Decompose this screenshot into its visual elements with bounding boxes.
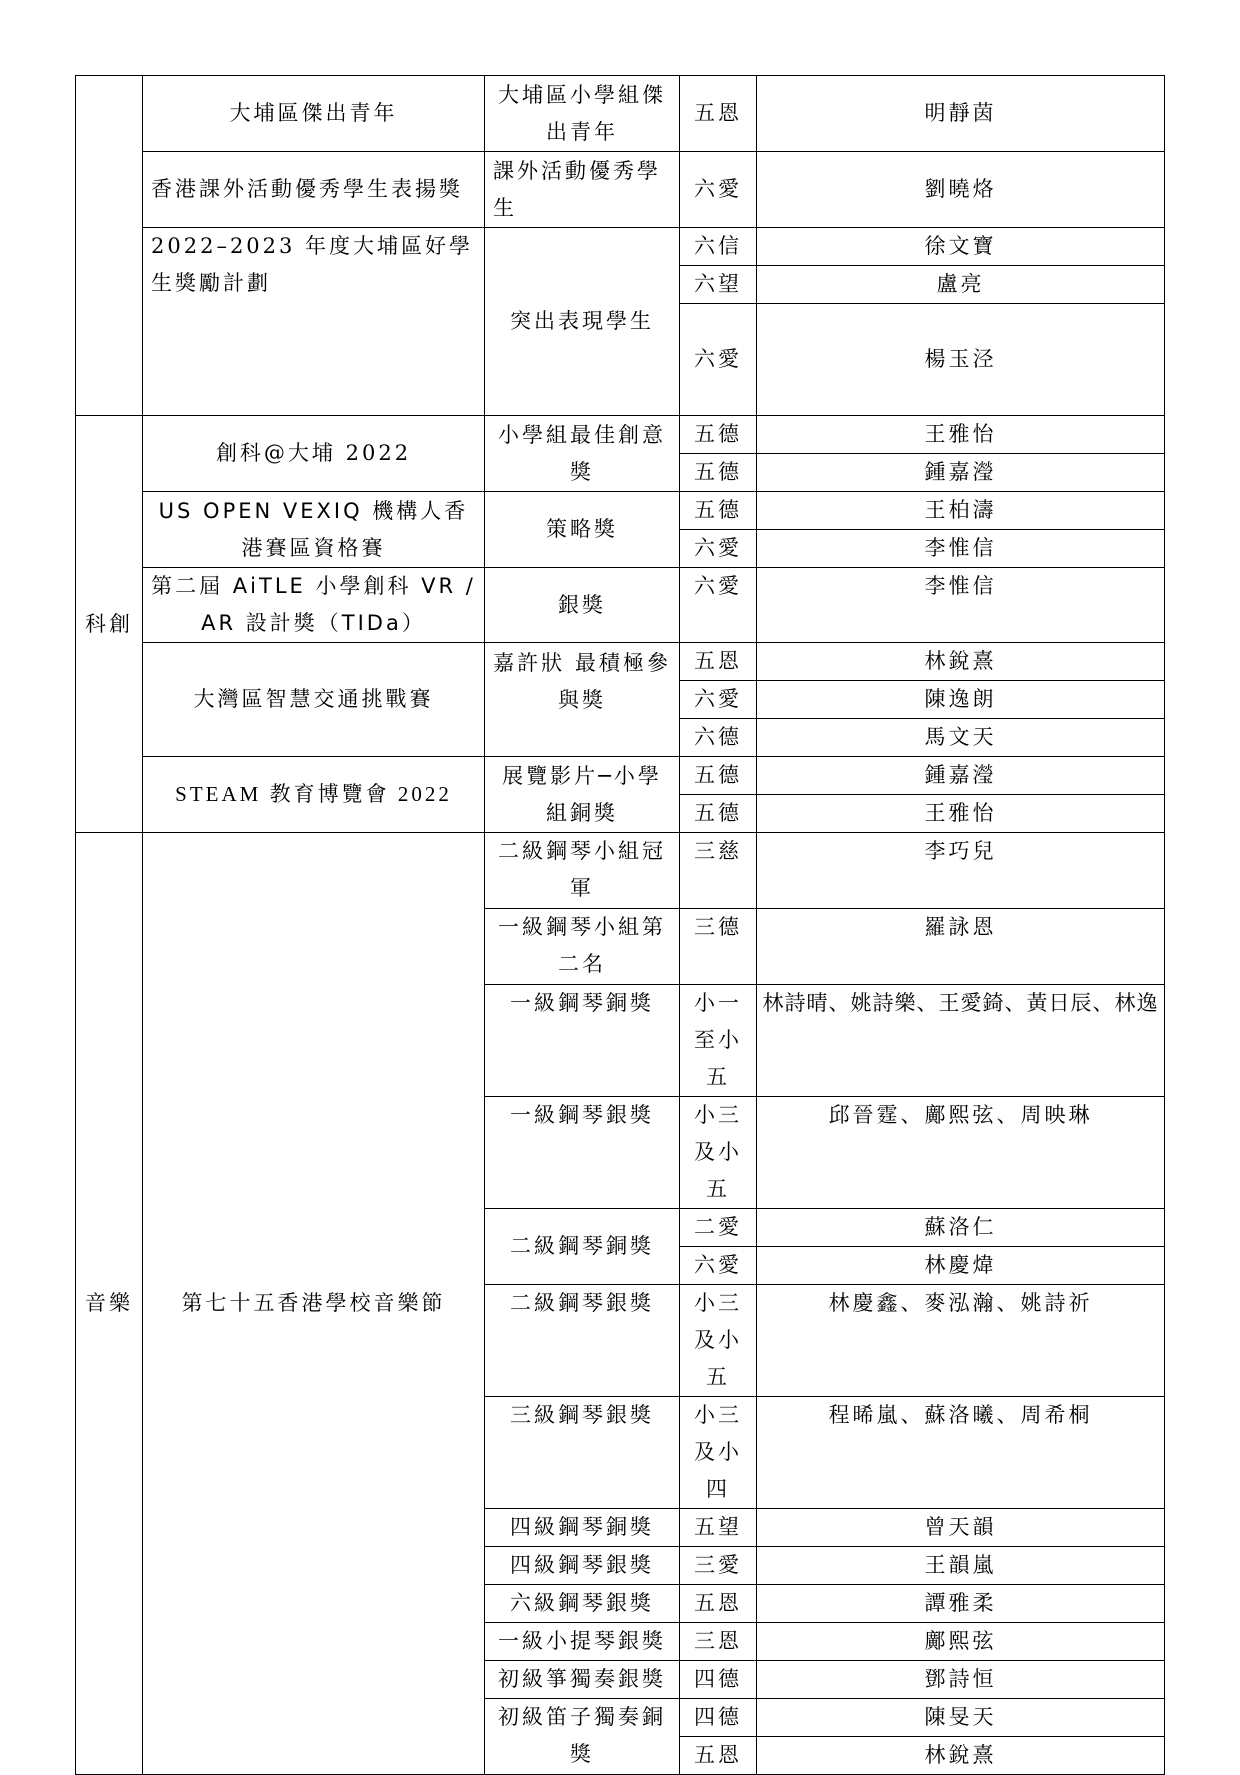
table-row — [76, 416, 1165, 454]
category-cell: 音樂 — [76, 833, 143, 1775]
names-cell: 程晞嵐、蘇洛曦、周希桐 — [757, 1397, 1165, 1509]
class-cell: 五恩 — [680, 1585, 757, 1623]
names-cell: 林銳熹 — [757, 1737, 1165, 1775]
class-cell: 五恩 — [680, 643, 757, 681]
award-cell: 六級鋼琴銀獎 — [485, 1585, 680, 1623]
class-cell: 小三及小五 — [680, 1285, 757, 1397]
award-cell: 初級笛子獨奏銅獎 — [485, 1699, 680, 1775]
table-row — [76, 492, 1165, 530]
class-cell: 三慈 — [680, 833, 757, 909]
award-cell: 一級小提琴銀獎 — [485, 1623, 680, 1661]
class-cell: 六愛 — [680, 530, 757, 568]
names-cell: 羅詠恩 — [757, 909, 1165, 985]
class-cell: 三愛 — [680, 1547, 757, 1585]
class-cell: 五恩 — [680, 1737, 757, 1775]
names-cell: 鄧詩恒 — [757, 1661, 1165, 1699]
table-row — [76, 152, 1165, 228]
award-cell: 三級鋼琴銀獎 — [485, 1397, 680, 1509]
names-cell: 李惟信 — [757, 568, 1165, 643]
class-cell: 六愛 — [680, 568, 757, 643]
class-cell: 六望 — [680, 266, 757, 304]
table-row — [76, 76, 1165, 152]
class-cell: 五德 — [680, 454, 757, 492]
class-cell: 三恩 — [680, 1623, 757, 1661]
event-cell: STEAM 教育博覽會 2022 — [143, 757, 485, 833]
award-cell: 二級鋼琴銀獎 — [485, 1285, 680, 1397]
award-cell: 一級鋼琴小組第二名 — [485, 909, 680, 985]
names-cell: 鍾嘉瀅 — [757, 757, 1165, 795]
class-cell: 六愛 — [680, 1247, 757, 1285]
class-cell: 六德 — [680, 719, 757, 757]
names-cell: 陳逸朗 — [757, 681, 1165, 719]
class-cell: 四德 — [680, 1661, 757, 1699]
award-cell: 一級鋼琴銅獎 — [485, 985, 680, 1097]
names-cell: 王雅怡 — [757, 795, 1165, 833]
event-cell: 第二屆 AiTLE 小學創科 VR / AR 設計獎（TIDa） — [143, 568, 485, 643]
award-cell: 展覽影片─小學組銅獎 — [485, 757, 680, 833]
award-cell: 策略獎 — [485, 492, 680, 568]
event-cell: 2022–2023 年度大埔區好學生獎勵計劃 — [143, 228, 485, 416]
class-cell: 五德 — [680, 416, 757, 454]
class-cell: 六愛 — [680, 681, 757, 719]
names-cell: 盧亮 — [757, 266, 1165, 304]
event-cell: 香港課外活動優秀學生表揚獎 — [143, 152, 485, 228]
award-cell: 初級箏獨奏銀獎 — [485, 1661, 680, 1699]
event-cell: 大灣區智慧交通挑戰賽 — [143, 643, 485, 757]
class-cell: 五恩 — [680, 76, 757, 152]
names-cell: 李惟信 — [757, 530, 1165, 568]
award-cell: 四級鋼琴銀獎 — [485, 1547, 680, 1585]
category-cell: 科創 — [76, 416, 143, 833]
award-cell: 嘉許狀 最積極參與獎 — [485, 643, 680, 757]
award-cell: 二級鋼琴銅獎 — [485, 1209, 680, 1285]
names-cell: 陳旻天 — [757, 1699, 1165, 1737]
names-cell: 王雅怡 — [757, 416, 1165, 454]
award-cell: 突出表現學生 — [485, 228, 680, 416]
names-cell: 林慶鑫、麥泓瀚、姚詩祈 — [757, 1285, 1165, 1397]
names-cell: 王韻嵐 — [757, 1547, 1165, 1585]
names-cell: 李巧兒 — [757, 833, 1165, 909]
names-cell: 徐文寶 — [757, 228, 1165, 266]
award-cell: 四級鋼琴銅獎 — [485, 1509, 680, 1547]
table-row — [76, 757, 1165, 795]
class-cell: 五德 — [680, 492, 757, 530]
table-row — [76, 643, 1165, 681]
names-cell: 馬文天 — [757, 719, 1165, 757]
names-cell: 譚雅柔 — [757, 1585, 1165, 1623]
event-cell: US OPEN VEXIQ 機構人香港賽區資格賽 — [143, 492, 485, 568]
award-cell: 銀獎 — [485, 568, 680, 643]
names-cell: 鄺熙弦 — [757, 1623, 1165, 1661]
names-cell: 楊玉泾 — [757, 304, 1165, 416]
event-cell: 大埔區傑出青年 — [143, 76, 485, 152]
class-cell: 五德 — [680, 795, 757, 833]
class-cell: 六愛 — [680, 152, 757, 228]
award-cell: 大埔區小學組傑出青年 — [485, 76, 680, 152]
class-cell: 小三及小五 — [680, 1097, 757, 1209]
award-cell: 課外活動優秀學生 — [485, 152, 680, 228]
class-cell: 六信 — [680, 228, 757, 266]
names-cell: 邱晉霆、鄺熙弦、周映琳 — [757, 1097, 1165, 1209]
names-cell: 明靜茵 — [757, 76, 1165, 152]
names-cell: 王柏濤 — [757, 492, 1165, 530]
class-cell: 小三及小四 — [680, 1397, 757, 1509]
award-cell: 小學組最佳創意獎 — [485, 416, 680, 492]
event-cell: 創科@大埔 2022 — [143, 416, 485, 492]
class-cell: 小一至小五 — [680, 985, 757, 1097]
table-row — [76, 568, 1165, 643]
event-cell: 第七十五香港學校音樂節 — [143, 833, 485, 1775]
class-cell: 五望 — [680, 1509, 757, 1547]
table-row — [76, 833, 1165, 909]
class-cell: 三德 — [680, 909, 757, 985]
names-cell: 劉曉烙 — [757, 152, 1165, 228]
names-cell: 林銳熹 — [757, 643, 1165, 681]
award-cell: 二級鋼琴小組冠軍 — [485, 833, 680, 909]
class-cell: 二愛 — [680, 1209, 757, 1247]
class-cell: 六愛 — [680, 304, 757, 416]
class-cell: 五德 — [680, 757, 757, 795]
class-cell: 四德 — [680, 1699, 757, 1737]
table-row — [76, 228, 1165, 266]
awards-table — [75, 75, 1165, 1775]
category-cell — [76, 76, 143, 416]
names-cell: 蘇洛仁 — [757, 1209, 1165, 1247]
award-cell: 一級鋼琴銀獎 — [485, 1097, 680, 1209]
names-cell: 林詩晴、姚詩樂、王愛錡、黃日辰、林逸 — [757, 985, 1165, 1097]
names-cell: 曾天韻 — [757, 1509, 1165, 1547]
names-cell: 鍾嘉瀅 — [757, 454, 1165, 492]
names-cell: 林慶煒 — [757, 1247, 1165, 1285]
